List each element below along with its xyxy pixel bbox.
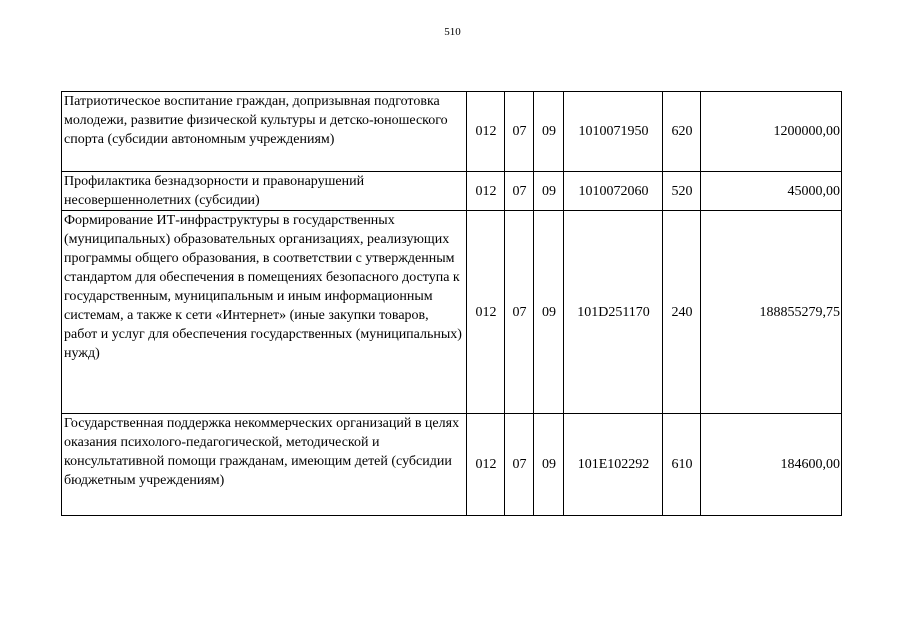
expense-type-code: 620: [663, 92, 701, 172]
expense-type-code: 610: [663, 414, 701, 516]
subsection-code: 09: [534, 414, 564, 516]
table-row: [62, 414, 842, 516]
section-code: 07: [505, 172, 534, 211]
ministry-code: 012: [467, 414, 505, 516]
section-code: 07: [505, 92, 534, 172]
expense-name: Патриотическое воспитание граждан, допризывная подготовка молодежи, развитие физической культуры и детско-юношеского спорта (субсидии автономным учреждениям): [62, 92, 467, 172]
expense-type-code: 520: [663, 172, 701, 211]
page-number: 510: [444, 26, 461, 38]
expense-name: Профилактика безнадзорности и правонарушений несовершеннолетних (субсидии): [62, 172, 467, 211]
section-code: 07: [505, 211, 534, 414]
subsection-code: 09: [534, 172, 564, 211]
subsection-code: 09: [534, 92, 564, 172]
amount: 184600,00: [701, 414, 842, 516]
table-row: [62, 92, 842, 172]
amount: 45000,00: [701, 172, 842, 211]
ministry-code: 012: [467, 92, 505, 172]
target-article-code: 101E102292: [564, 414, 663, 516]
target-article-code: 101D251170: [564, 211, 663, 414]
section-code: 07: [505, 414, 534, 516]
target-article-code: 1010071950: [564, 92, 663, 172]
subsection-code: 09: [534, 211, 564, 414]
budget-table: [61, 91, 842, 516]
table-row: [62, 211, 842, 414]
expense-name: Формирование ИТ-инфраструктуры в государственных (муниципальных) образовательных организациях, реализующих программы общего образования, в соответствии с утвержденным стандартом для обеспечения в помещениях безопасного доступа к государственным, муниципальным и иным информационным системам, а также к сети «Интернет» (иные закупки товаров, работ и услуг для обеспечения государственных (муниципальных) нужд): [62, 211, 467, 414]
ministry-code: 012: [467, 172, 505, 211]
target-article-code: 1010072060: [564, 172, 663, 211]
amount: 1200000,00: [701, 92, 842, 172]
amount: 188855279,75: [701, 211, 842, 414]
expense-type-code: 240: [663, 211, 701, 414]
expense-name: Государственная поддержка некоммерческих организаций в целях оказания психолого-педагогической, методической и консультативной помощи гражданам, имеющим детей (субсидии бюджетным учреждениям): [62, 414, 467, 516]
ministry-code: 012: [467, 211, 505, 414]
table-row: [62, 172, 842, 211]
